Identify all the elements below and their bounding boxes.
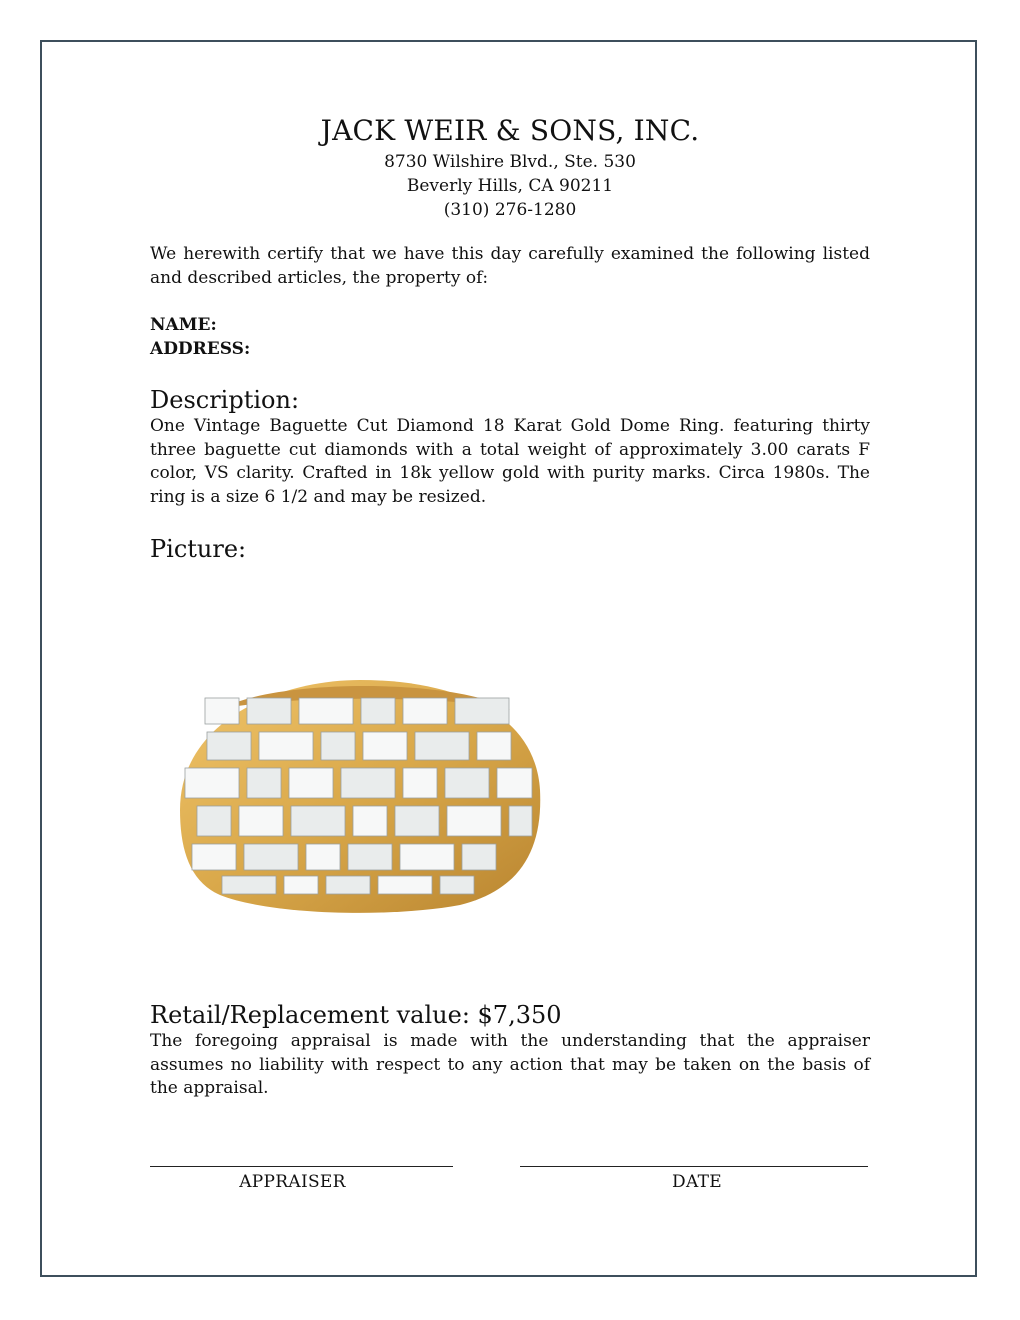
- baguette-diamond: [462, 844, 496, 870]
- value-heading: Retail/Replacement value: $7,350: [150, 1001, 562, 1029]
- description-text: One Vintage Baguette Cut Diamond 18 Karat Gold Dome Ring. featuring thirty three baguette cut diamonds with a total weight of approximately 3.00 carats F color, VS clarity. Crafted in 18k yellow gold with purity marks. Circa 1980s. The ring is a size 6 1/2 and may be resized.: [150, 416, 870, 507]
- baguette-diamond: [363, 732, 407, 760]
- value-disclaimer: The foregoing appraisal is made with the understanding that the appraiser assumes no liability with respect to any action that may be taken on the basis of the appraisal.: [150, 1031, 870, 1098]
- baguette-diamond: [509, 806, 532, 836]
- baguette-diamond: [247, 698, 291, 724]
- baguette-diamond: [455, 698, 509, 724]
- baguette-diamond: [289, 768, 333, 798]
- baguette-diamond: [341, 768, 395, 798]
- baguette-diamond: [361, 698, 395, 724]
- owner-block: [150, 313, 870, 361]
- certification-text: We herewith certify that we have this day carefully examined the following listed and described articles, the property of:: [150, 244, 870, 288]
- certification-block: [150, 243, 870, 290]
- baguette-diamond: [291, 806, 345, 836]
- baguette-diamond: [185, 768, 239, 798]
- baguette-diamond: [326, 876, 370, 894]
- baguette-diamond: [403, 768, 437, 798]
- baguette-diamond: [192, 844, 236, 870]
- ring-photo: [160, 650, 560, 930]
- baguette-diamond: [477, 732, 511, 760]
- date-signature-line: [520, 1166, 868, 1167]
- baguette-diamond: [395, 806, 439, 836]
- company-name: JACK WEIR & SONS, INC.: [320, 114, 700, 147]
- description-block: [150, 385, 870, 509]
- baguette-diamond: [247, 768, 281, 798]
- company-address-line1: 8730 Wilshire Blvd., Ste. 530: [384, 152, 636, 172]
- owner-name-label: NAME:: [150, 315, 217, 335]
- baguette-diamond: [403, 698, 447, 724]
- baguette-diamond: [197, 806, 231, 836]
- owner-address-label: ADDRESS:: [150, 339, 251, 359]
- baguette-diamond: [440, 876, 474, 894]
- baguette-diamond: [259, 732, 313, 760]
- picture-block: [150, 534, 870, 564]
- description-heading: Description:: [150, 386, 300, 414]
- date-label: DATE: [672, 1172, 722, 1192]
- company-phone: (310) 276-1280: [443, 200, 577, 220]
- picture-heading: Picture:: [150, 535, 247, 563]
- baguette-diamond: [205, 698, 239, 724]
- value-block: [150, 1000, 870, 1101]
- baguette-diamond: [321, 732, 355, 760]
- baguette-diamond: [222, 876, 276, 894]
- baguette-diamond: [244, 844, 298, 870]
- baguette-diamond: [353, 806, 387, 836]
- baguette-diamond: [445, 768, 489, 798]
- baguette-diamond: [348, 844, 392, 870]
- baguette-diamond: [299, 698, 353, 724]
- appraiser-label: APPRAISER: [239, 1172, 346, 1192]
- baguette-diamond: [306, 844, 340, 870]
- baguette-diamond: [447, 806, 501, 836]
- baguette-diamond: [207, 732, 251, 760]
- baguette-diamond: [378, 876, 432, 894]
- ring-illustration: [160, 650, 560, 930]
- baguette-diamond: [239, 806, 283, 836]
- baguette-diamond: [284, 876, 318, 894]
- appraiser-signature-line: [150, 1166, 453, 1167]
- company-address-line2: Beverly Hills, CA 90211: [406, 176, 614, 196]
- baguette-diamond: [400, 844, 454, 870]
- letterhead: [0, 112, 1020, 222]
- baguette-diamond: [497, 768, 532, 798]
- baguette-diamond: [415, 732, 469, 760]
